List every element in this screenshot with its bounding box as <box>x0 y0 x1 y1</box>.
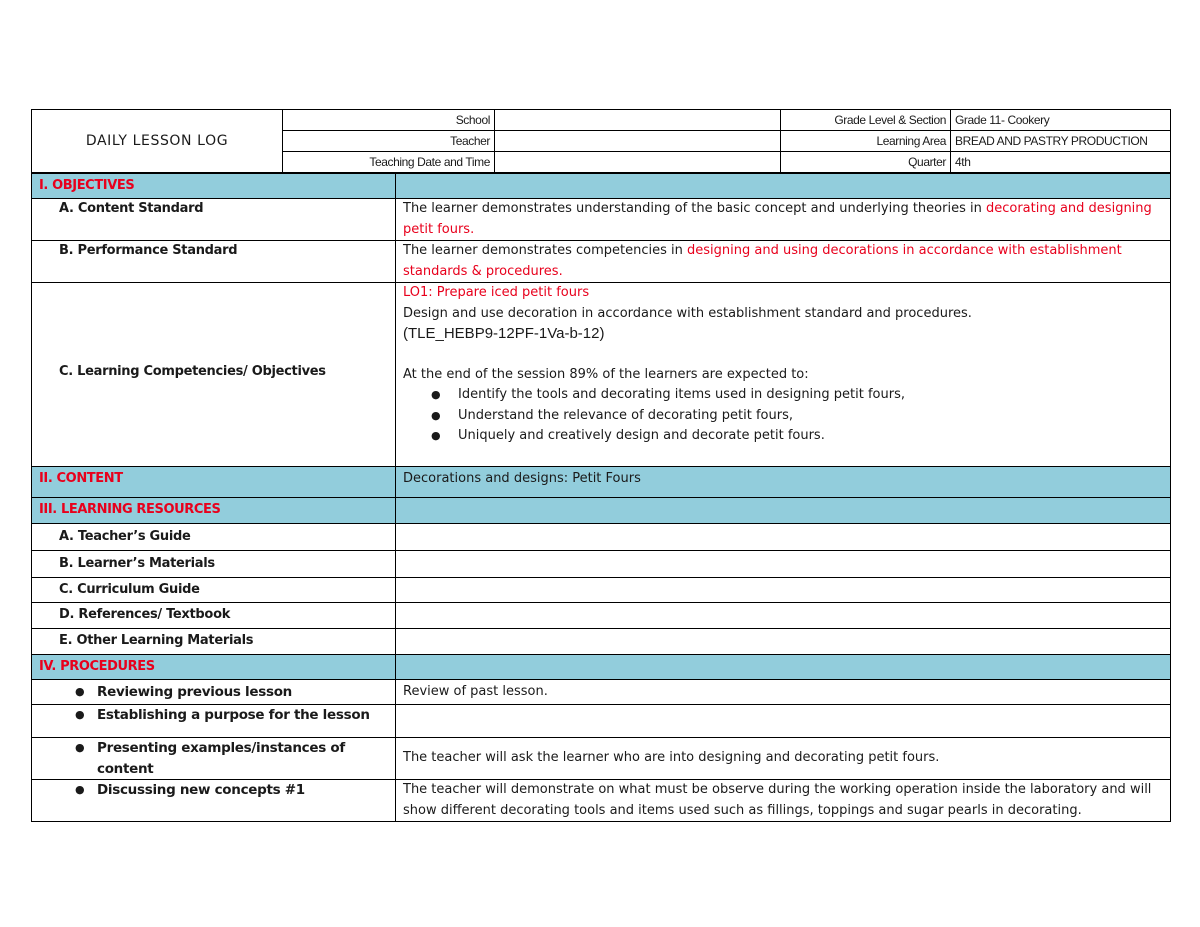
resource-value <box>396 524 1171 551</box>
resource-label-teachers-guide: A. Teacher’s Guide <box>59 528 191 544</box>
teacher-label: Teacher <box>283 131 495 152</box>
procedures-section-label: IV. PROCEDURES <box>39 658 155 674</box>
bullet-icon: ● <box>431 429 441 442</box>
table-row <box>32 578 1171 603</box>
procedure-value: The teacher will demonstrate on what must be observe during the working operation inside the laboratory and will show different decorating tools and items used such as fillings, toppings and sugar pearls in decorating. <box>396 780 1171 822</box>
procedure-label-discussing: Discussing new concepts #1 <box>97 782 305 798</box>
content-value: Decorations and designs: Petit Fours <box>396 467 1171 498</box>
procedure-label-reviewing: Reviewing previous lesson <box>97 683 292 700</box>
content-section-row <box>32 467 1171 498</box>
content-standard-cell: The learner demonstrates understanding of the basic concept and underlying theories in decorating and designing petit fours. <box>396 199 1171 241</box>
list-item: ● Uniquely and creatively design and decorate petit fours. <box>403 426 1163 447</box>
content-section-label: II. CONTENT <box>39 471 123 486</box>
header-table <box>31 109 1171 173</box>
bullet-icon: ● <box>75 708 85 721</box>
procedure-label-purpose: Establishing a purpose for the lesson <box>97 707 370 723</box>
list-item: ● Identify the tools and decorating items used in designing petit fours, <box>403 385 1163 406</box>
table-row <box>32 780 1171 822</box>
content-standard-highlight: decorating and designing petit fours. <box>403 201 1152 237</box>
area-label: Learning Area <box>781 131 951 152</box>
table-row <box>32 705 1171 738</box>
bullet-icon: ● <box>431 388 441 401</box>
procedure-value: The teacher will ask the learner who are into designing and decorating petit fours. <box>396 738 1171 780</box>
performance-standard-highlight: designing and using decorations in accordance with establishment standards & procedures. <box>403 243 1122 279</box>
table-row <box>32 629 1171 655</box>
procedures-section-row <box>32 655 1171 680</box>
procedure-value <box>396 705 1171 738</box>
school-label: School <box>283 110 495 131</box>
resource-value <box>396 629 1171 655</box>
resource-label-curriculum-guide: C. Curriculum Guide <box>59 581 200 597</box>
bullet-icon: ● <box>431 408 441 422</box>
lo-intro: At the end of the session 89% of the learners are expected to: <box>403 366 809 382</box>
table-row <box>32 603 1171 629</box>
lo-list <box>403 385 1163 447</box>
table-row <box>32 524 1171 551</box>
quarter-label: Quarter <box>781 152 951 173</box>
resource-label-other-materials: E. Other Learning Materials <box>59 633 254 649</box>
bullet-icon: ● <box>75 783 85 796</box>
performance-standard-row <box>32 241 1171 283</box>
content-standard-row <box>32 199 1171 241</box>
competencies-cell <box>396 283 1171 467</box>
competencies-label: C. Learning Competencies/ Objectives <box>59 364 326 380</box>
bullet-icon: ● <box>75 741 85 754</box>
lesson-table <box>31 173 1171 822</box>
resource-value <box>396 603 1171 629</box>
competencies-row <box>32 283 1171 467</box>
grade-label: Grade Level & Section <box>781 110 951 131</box>
bullet-icon: ● <box>75 684 85 698</box>
lo-title: LO1: Prepare iced petit fours <box>403 285 590 300</box>
resources-section-row <box>32 498 1171 524</box>
table-row <box>32 680 1171 705</box>
procedure-label-examples: Presenting examples/instances of content <box>97 740 345 777</box>
grade-value: Grade 11- Cookery <box>951 110 1171 131</box>
resource-label-learners-materials: B. Learner’s Materials <box>59 555 215 571</box>
objectives-section-row <box>32 174 1171 199</box>
area-value: BREAD AND PASTRY PRODUCTION <box>951 131 1171 152</box>
resource-label-references: D. References/ Textbook <box>59 607 231 623</box>
log-title: DAILY LESSON LOG <box>32 110 283 173</box>
teacher-value <box>495 131 781 152</box>
school-value <box>495 110 781 131</box>
resources-section-label: III. LEARNING RESOURCES <box>39 502 221 518</box>
table-row <box>32 738 1171 780</box>
resource-value <box>396 551 1171 578</box>
objectives-section-label: I. OBJECTIVES <box>39 177 135 193</box>
table-row <box>32 551 1171 578</box>
content-standard-label: A. Content Standard <box>59 201 204 216</box>
performance-standard-cell: The learner demonstrates competencies in designing and using decorations in accordance with establishment standards & procedures. <box>396 241 1171 283</box>
lo-code: (TLE_HEBP9-12PF-1Va-b-12) <box>403 325 605 342</box>
list-item: ● Understand the relevance of decorating petit fours, <box>403 406 1163 427</box>
resource-value <box>396 578 1171 603</box>
date-label: Teaching Date and Time <box>283 152 495 173</box>
date-value <box>495 152 781 173</box>
lo-description: Design and use decoration in accordance with establishment standard and procedures. <box>403 305 972 321</box>
procedure-value: Review of past lesson. <box>396 680 1171 705</box>
performance-standard-label: B. Performance Standard <box>59 243 238 258</box>
quarter-value: 4th <box>951 152 1171 173</box>
